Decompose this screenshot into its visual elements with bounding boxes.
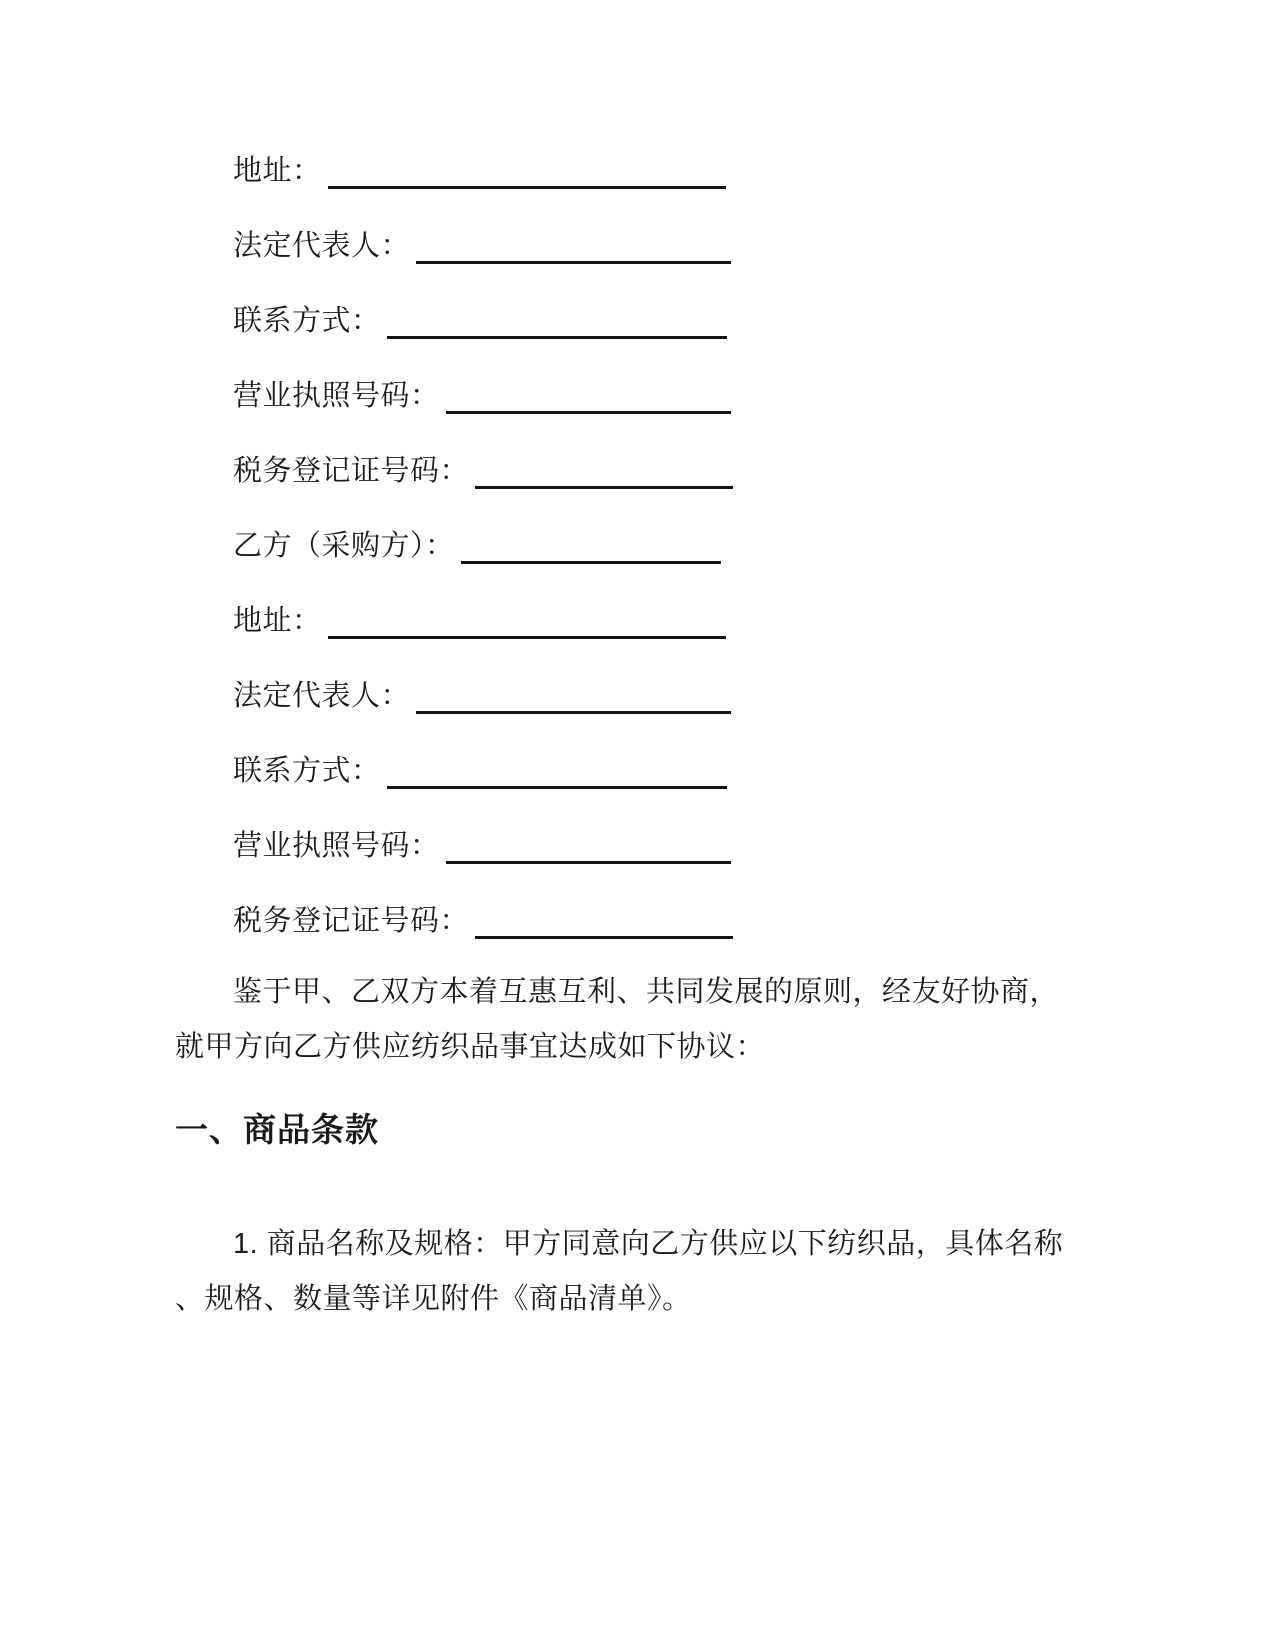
clause-1-line-1: 1. 商品名称及规格：甲方同意向乙方供应以下纺织品，具体名称 (233, 1228, 1064, 1260)
field-label-party-b: 乙方（采购方）： (233, 530, 455, 562)
field-blank-tax-cert-2 (475, 936, 733, 939)
party-fields-block (175, 134, 1100, 959)
field-row-legal-rep-1 (175, 209, 1100, 284)
field-blank-license-1 (446, 411, 731, 414)
field-blank-contact-2 (387, 786, 727, 789)
field-blank-address-2 (328, 636, 726, 639)
preamble-paragraph (175, 965, 1100, 1075)
preamble-line-2: 就甲方向乙方供应纺织品事宜达成如下协议： (175, 1031, 766, 1063)
field-row-address-1 (175, 134, 1100, 209)
field-blank-license-2 (446, 861, 731, 864)
field-row-license-2 (175, 809, 1100, 884)
field-row-contact-2 (175, 734, 1100, 809)
field-label-tax-cert-2: 税务登记证号码： (233, 905, 470, 937)
clause-1-line-2: 、规格、数量等详见附件《商品清单》。 (175, 1283, 692, 1315)
field-label-legal-rep-2: 法定代表人： (233, 680, 411, 712)
field-row-party-b (175, 509, 1100, 584)
field-row-address-2 (175, 584, 1100, 659)
field-blank-legal-rep-2 (416, 711, 731, 714)
field-label-contact-1: 联系方式： (233, 305, 381, 337)
field-label-address-1: 地址： (233, 155, 322, 187)
clause-1-paragraph (175, 1217, 1100, 1327)
field-label-contact-2: 联系方式： (233, 755, 381, 787)
field-label-license-1: 营业执照号码： (233, 380, 440, 412)
field-blank-party-b (461, 561, 721, 564)
section-heading-goods-terms: 一、商品条款 (175, 1111, 379, 1148)
field-blank-tax-cert-1 (475, 486, 733, 489)
field-row-contact-1 (175, 284, 1100, 359)
field-blank-legal-rep-1 (416, 261, 731, 264)
field-label-address-2: 地址： (233, 605, 322, 637)
field-label-tax-cert-1: 税务登记证号码： (233, 455, 470, 487)
field-blank-address-1 (328, 186, 726, 189)
field-row-license-1 (175, 359, 1100, 434)
field-row-legal-rep-2 (175, 659, 1100, 734)
field-blank-contact-1 (387, 336, 727, 339)
preamble-line-1: 鉴于甲、乙双方本着互惠互利、共同发展的原则，经友好协商， (233, 976, 1060, 1008)
field-row-tax-cert-2 (175, 884, 1100, 959)
field-row-tax-cert-1 (175, 434, 1100, 509)
field-label-license-2: 营业执照号码： (233, 830, 440, 862)
field-label-legal-rep-1: 法定代表人： (233, 230, 411, 262)
